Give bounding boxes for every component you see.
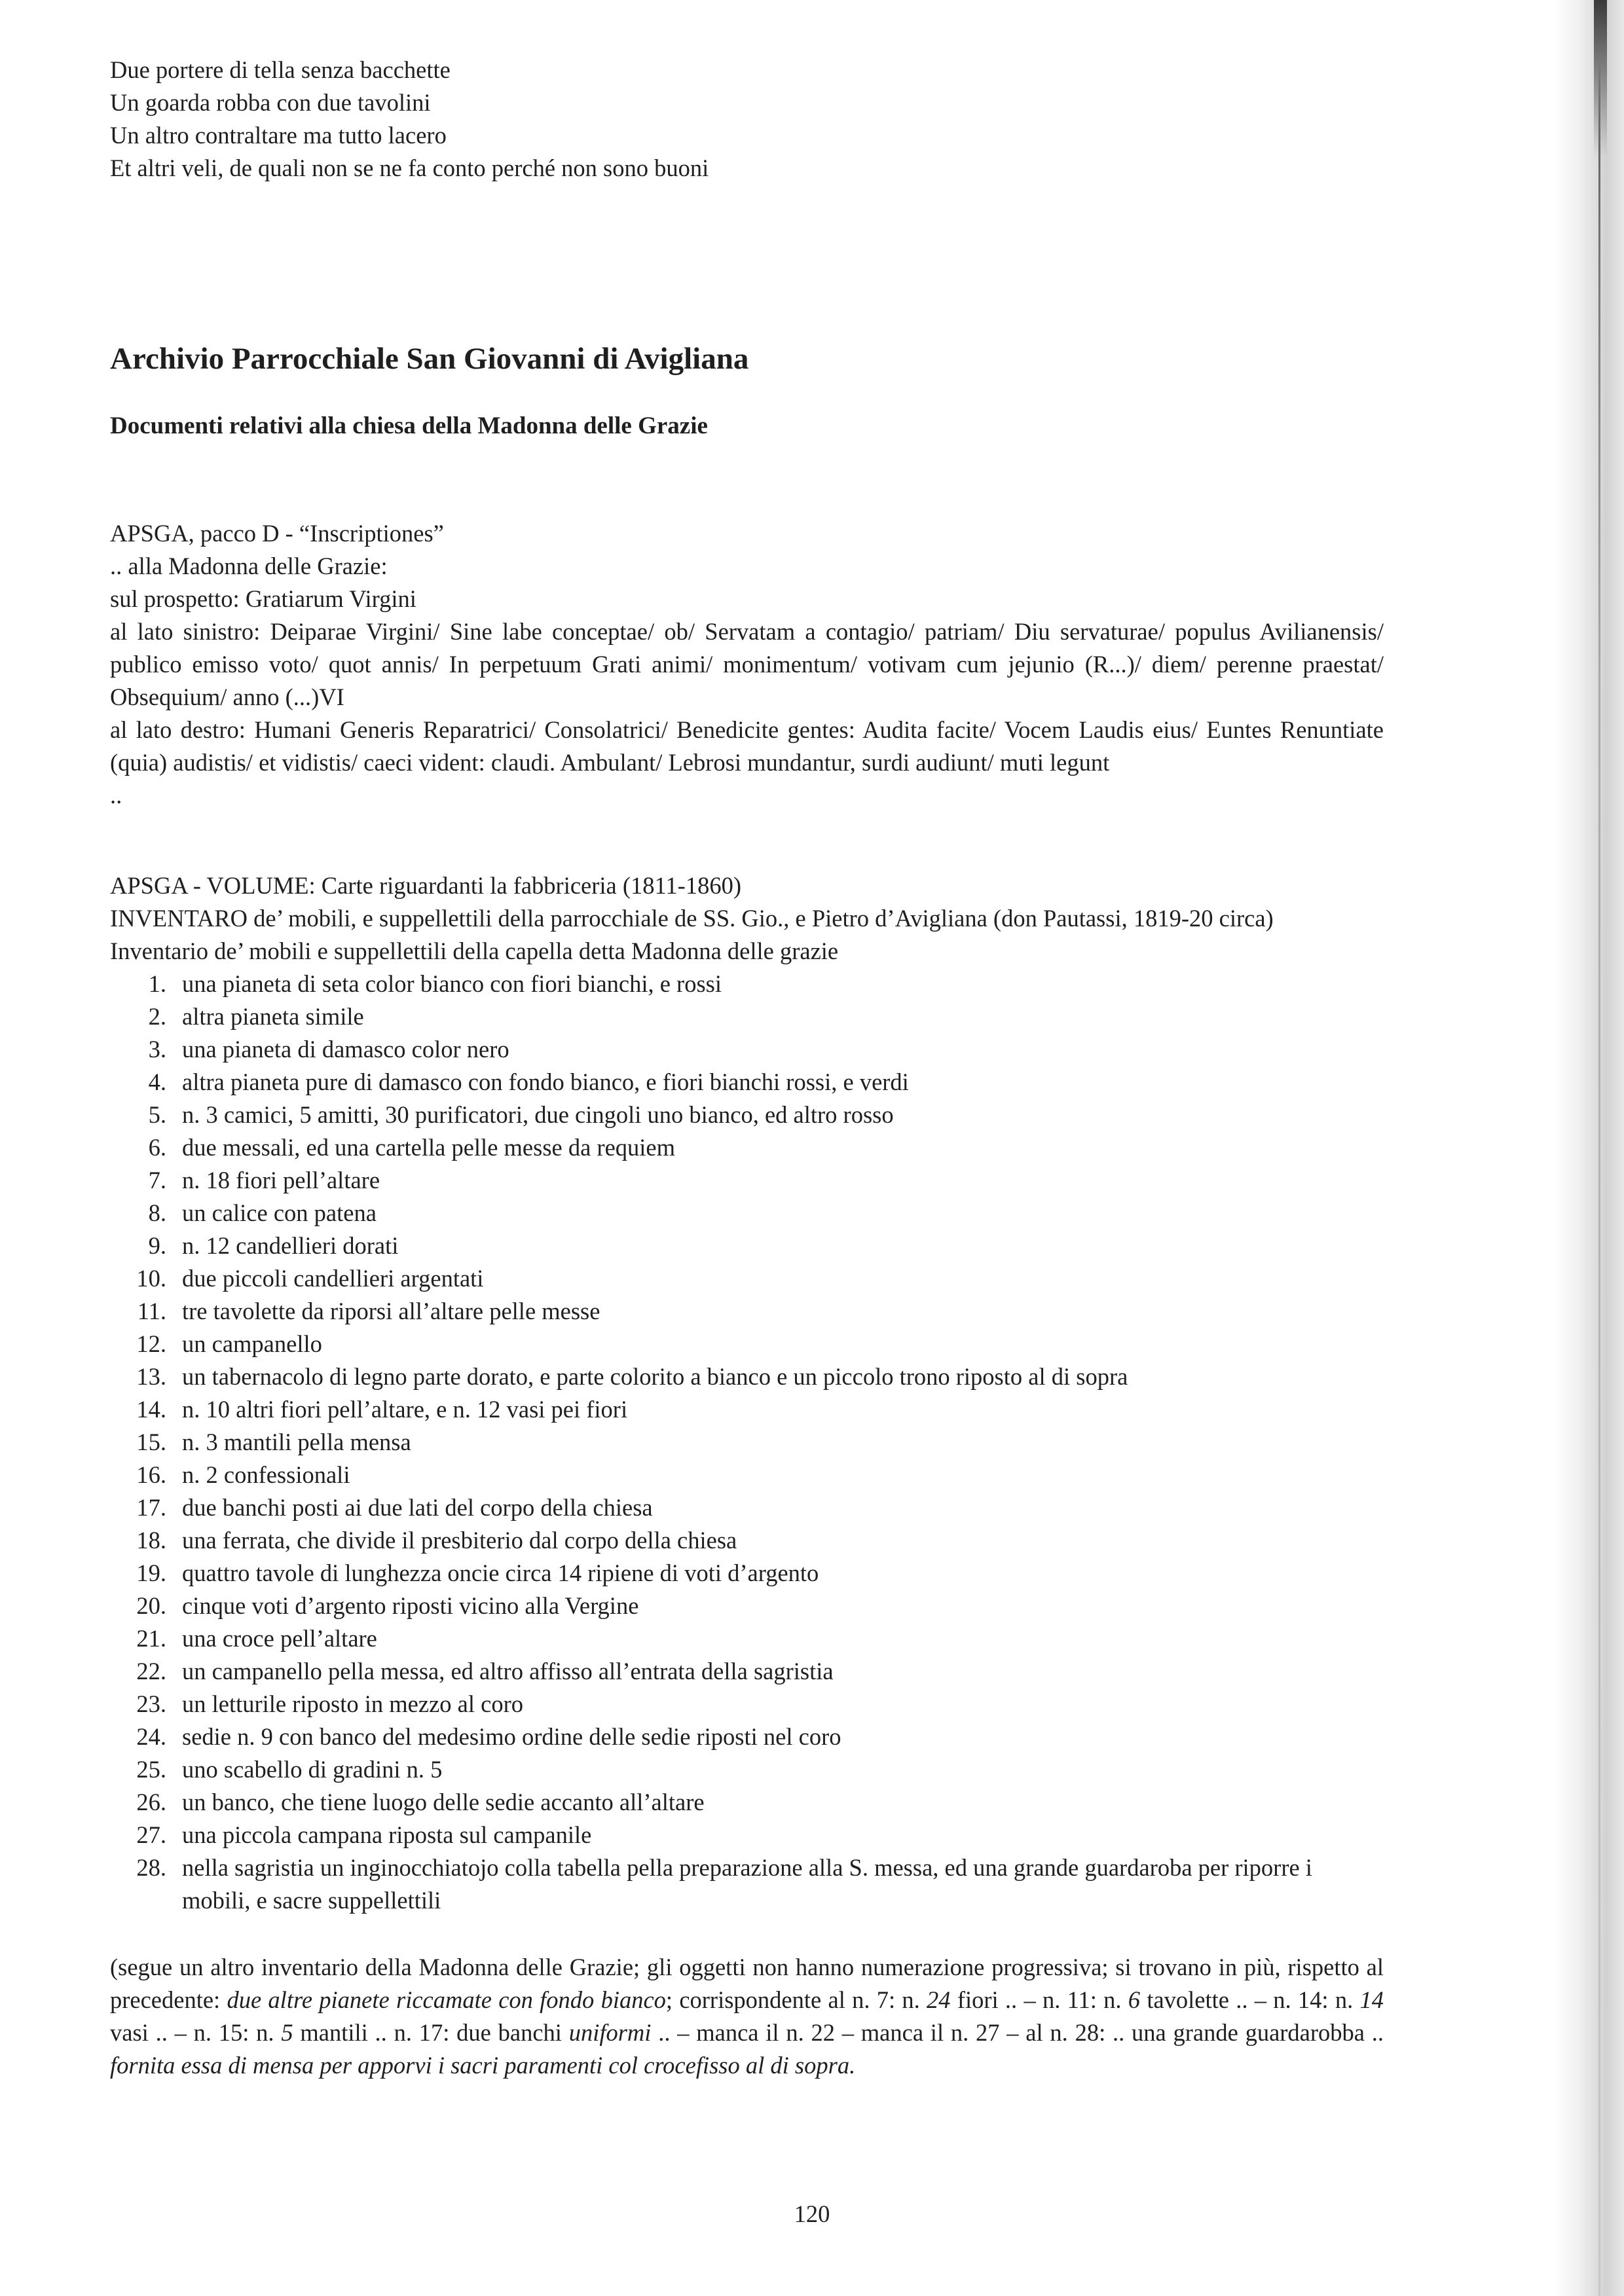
inventory-item-number: 14.: [136, 1396, 166, 1423]
top-lines: [110, 54, 1384, 185]
note-italic: 24: [927, 1986, 951, 2013]
inventory-item-text: un tabernacolo di legno parte dorato, e parte colorito a bianco e un piccolo trono riposto al di sopra: [182, 1363, 1128, 1390]
note-italic: fornita essa di mensa per apporvi i sacri paramenti col crocefisso al di sopra.: [110, 2052, 856, 2079]
top-line: Et altri veli, de quali non se ne fa conto perché non sono buoni: [110, 155, 709, 181]
inventory-item-text: due messali, ed una cartella pelle messe da requiem: [182, 1134, 676, 1161]
inventory-item-number: 26.: [136, 1789, 166, 1815]
inventory-item: [110, 1230, 1384, 1262]
note-italic: 5: [281, 2019, 293, 2046]
inventory-item-text: una croce pell’altare: [182, 1625, 377, 1652]
inventory-item: [110, 1753, 1384, 1786]
note-italic: 6: [1128, 1986, 1141, 2013]
book-gutter-line: [1598, 0, 1600, 2296]
inventory-item-text: altra pianeta simile: [182, 1003, 364, 1030]
inventory-item: [110, 1590, 1384, 1622]
inventory-item-number: 18.: [136, 1527, 166, 1554]
inventory-item-text: due banchi posti ai due lati del corpo della chiesa: [182, 1494, 653, 1521]
lato-sinistro-paragraph: al lato sinistro: Deiparae Virgini/ Sine labe conceptae/ ob/ Servatam a contagio/ patriam/ Diu servaturae/ populus Avilianensis/ publico emisso voto/ quot annis/ In perpetuum Grati animi/ monimentum/ votivam cum jejunio (R...)/ diem/ perenne praestat/ Obsequium/ anno (...)VI: [110, 618, 1384, 710]
inventory-item: [110, 1721, 1384, 1753]
inventory-item-text: sedie n. 9 con banco del medesimo ordine delle sedie riposti nel coro: [182, 1723, 841, 1750]
inventory-item: [110, 968, 1384, 1000]
inventory-item-number: 13.: [136, 1363, 166, 1390]
inventory-item: [110, 1393, 1384, 1426]
inventory-item-text: n. 3 mantili pella mensa: [182, 1429, 411, 1455]
inventory-item-text: un campanello: [182, 1330, 322, 1357]
inventory-item-number: 8.: [148, 1199, 166, 1226]
inventory-item-number: 23.: [136, 1690, 166, 1717]
top-line: Due portere di tella senza bacchette: [110, 56, 451, 83]
inventory-item: [110, 1328, 1384, 1360]
inventory-item: [110, 1819, 1384, 1851]
inventory-item: [110, 1622, 1384, 1655]
page-number: 120: [794, 2200, 830, 2227]
inventory-item-text: cinque voti d’argento riposti vicino alla Vergine: [182, 1592, 639, 1619]
inventory-item-number: 11.: [137, 1298, 166, 1324]
inventory-item: [110, 1360, 1384, 1393]
inventory-item-text: n. 10 altri fiori pell’altare, e n. 12 vasi pei fiori: [182, 1396, 628, 1423]
inventory-item-text: una ferrata, che divide il presbiterio dal corpo della chiesa: [182, 1527, 737, 1554]
inventory-item-text: n. 18 fiori pell’altare: [182, 1167, 380, 1194]
inventory-item-number: 19.: [136, 1559, 166, 1586]
inventory-item-text: una piccola campana riposta sul campanile: [182, 1821, 592, 1848]
inventory-item: [110, 1131, 1384, 1164]
inventory-item-number: 3.: [148, 1036, 166, 1063]
inventory-item: [110, 1459, 1384, 1491]
inventory-item-text: un calice con patena: [182, 1199, 377, 1226]
inventory-item-text: n. 3 camici, 5 amitti, 30 purificatori, due cingoli uno bianco, ed altro rosso: [182, 1101, 894, 1128]
inventory-item-text: un banco, che tiene luogo delle sedie accanto all’altare: [182, 1789, 705, 1815]
inventory-item-number: 10.: [136, 1265, 166, 1292]
inventory-item: [110, 1164, 1384, 1197]
note-text: tavolette .. – n. 14: n.: [1140, 1986, 1360, 2013]
archive-title: Archivio Parrocchiale San Giovanni di Avigliana: [110, 342, 749, 376]
inventory-item: [110, 1851, 1384, 1917]
inventory-item: [110, 1688, 1384, 1721]
section-intro: .. alla Madonna delle Grazie:: [110, 553, 388, 579]
inventory-item: [110, 1786, 1384, 1819]
note-text: vasi .. – n. 15: n.: [110, 2019, 282, 2046]
note-text: mantili .. n. 17: due banchi: [293, 2019, 569, 2046]
archive-subtitle: Documenti relativi alla chiesa della Madonna delle Grazie: [110, 412, 708, 439]
volume-section: [110, 869, 1384, 1917]
inventory-item-text: una pianeta di seta color bianco con fiori bianchi, e rossi: [182, 970, 722, 997]
inventory-item: [110, 1066, 1384, 1099]
note-italic: due altre pianete riccamate con fondo bianco: [227, 1986, 666, 2013]
inventory-item-text: nella sagristia un inginocchiatojo colla tabella pella preparazione alla S. messa, ed una grande guardaroba per riporre i mobili, e sacre suppellettili: [182, 1854, 1312, 1914]
inventory-item-text: una pianeta di damasco color nero: [182, 1036, 509, 1063]
inventory-list: [110, 968, 1384, 1917]
inventory-item-text: n. 12 candellieri dorati: [182, 1232, 399, 1259]
inventory-item-number: 4.: [148, 1068, 166, 1095]
inventory-item-text: uno scabello di gradini n. 5: [182, 1756, 443, 1783]
top-line: Un altro contraltare ma tutto lacero: [110, 122, 447, 149]
section-ellipsis: ..: [110, 782, 122, 809]
section-heading: APSGA, pacco D - “Inscriptiones”: [110, 520, 444, 547]
inventory-item-number: 17.: [136, 1494, 166, 1521]
inventory-item: [110, 1000, 1384, 1033]
inscriptiones-section: [110, 517, 1384, 812]
inventory-item-number: 5.: [148, 1101, 166, 1128]
note-italic: uniformi: [568, 2019, 652, 2046]
inventory-item: [110, 1524, 1384, 1557]
note-paragraph: [110, 1951, 1384, 2082]
inventory-item-number: 7.: [148, 1167, 166, 1194]
inventory-item-text: n. 2 confessionali: [182, 1461, 350, 1488]
inventory-item-number: 2.: [148, 1003, 166, 1030]
lato-destro-paragraph: al lato destro: Humani Generis Reparatrici/ Consolatrici/ Benedicite gentes: Audita facite/ Vocem Laudis eius/ Euntes Renuntiate (quia) audistis/ et vidistis/ caeci vident: claudi. Ambulant/ Lebrosi mundantur, surdi audiunt/ muti legunt: [110, 716, 1384, 776]
inventory-item-text: due piccoli candellieri argentati: [182, 1265, 484, 1292]
inventory-item: [110, 1262, 1384, 1295]
inventory-item: [110, 1295, 1384, 1328]
inventory-item: [110, 1197, 1384, 1230]
book-edge-shadow: [1594, 0, 1607, 157]
inventory-item: [110, 1426, 1384, 1459]
inventory-item-number: 12.: [136, 1330, 166, 1357]
note-text: .. – manca il n. 22 – manca il n. 27 – al n. 28: .. una grande guardarobba ..: [651, 2019, 1384, 2046]
note-text: ; corrispondente al n. 7: n.: [665, 1986, 927, 2013]
inventory-item-number: 6.: [148, 1134, 166, 1161]
inventory-item: [110, 1655, 1384, 1688]
inventory-item-text: un campanello pella messa, ed altro affisso all’entrata della sagristia: [182, 1658, 834, 1685]
page-content: [110, 54, 1384, 2082]
top-line: Un goarda robba con due tavolini: [110, 89, 431, 116]
inventory-item-number: 9.: [148, 1232, 166, 1259]
inventory-item-number: 28.: [136, 1854, 166, 1881]
section-heading: APSGA - VOLUME: Carte riguardanti la fabbriceria (1811-1860): [110, 872, 741, 899]
inventory-title: INVENTARO de’ mobili, e suppellettili della parrocchiale de SS. Gio., e Pietro d’Avigliana (don Pautassi, 1819-20 circa): [110, 905, 1274, 932]
note-italic: 14: [1359, 1986, 1384, 2013]
inventory-item-number: 20.: [136, 1592, 166, 1619]
note-text: (segue un altro inventario della Madonna delle Grazie; gli oggetti non hanno numerazione progressiva; si trovano in più, rispetto al precedente:: [110, 1954, 1384, 2013]
note-text: fiori .. – n. 11: n.: [950, 1986, 1128, 2013]
inventory-item-number: 16.: [136, 1461, 166, 1488]
inventory-item-number: 24.: [136, 1723, 166, 1750]
inventory-item: [110, 1557, 1384, 1590]
inventory-item-number: 15.: [136, 1429, 166, 1455]
inventory-item-text: un letturile riposto in mezzo al coro: [182, 1690, 523, 1717]
book-page-edge: [1553, 0, 1624, 2296]
inventory-item: [110, 1033, 1384, 1066]
inventory-item-number: 21.: [136, 1625, 166, 1652]
prospetto-line: sul prospetto: Gratiarum Virgini: [110, 585, 416, 612]
inventory-list-intro: Inventario de’ mobili e suppellettili della capella detta Madonna delle grazie: [110, 938, 839, 964]
inventory-item-text: quattro tavole di lunghezza oncie circa 14 ripiene di voti d’argento: [182, 1559, 819, 1586]
inventory-item: [110, 1491, 1384, 1524]
inventory-item-number: 22.: [136, 1658, 166, 1685]
inventory-item-number: 27.: [136, 1821, 166, 1848]
inventory-item-text: tre tavolette da riporsi all’altare pelle messe: [182, 1298, 600, 1324]
inventory-item-number: 1.: [148, 970, 166, 997]
inventory-item-text: altra pianeta pure di damasco con fondo bianco, e fiori bianchi rossi, e verdi: [182, 1068, 909, 1095]
inventory-item-number: 25.: [136, 1756, 166, 1783]
inventory-item: [110, 1099, 1384, 1131]
